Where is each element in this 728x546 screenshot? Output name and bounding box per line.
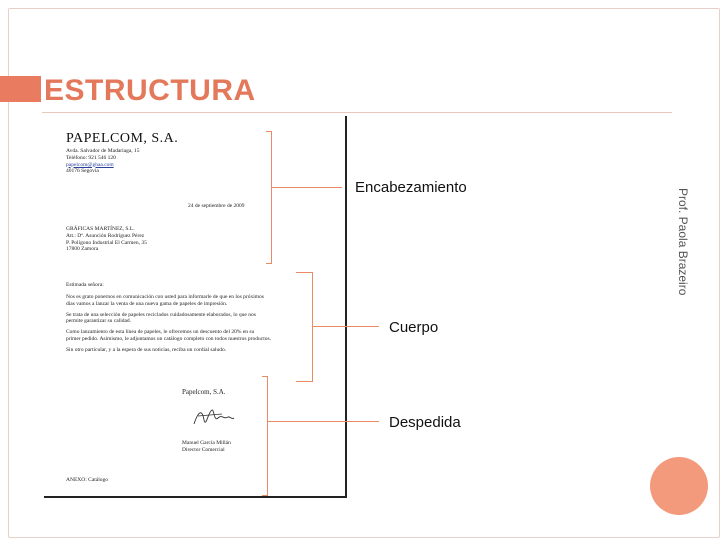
body-line: permite garantizar su calidad. bbox=[66, 318, 132, 325]
signer-block bbox=[182, 440, 231, 454]
decorative-circle bbox=[650, 457, 708, 515]
label-body: Cuerpo bbox=[389, 319, 439, 336]
label-header: Encabezamiento bbox=[355, 179, 467, 196]
closing-company: Papelcom, S.A. bbox=[182, 388, 226, 396]
letter-date: 24 de septiembre de 2009 bbox=[188, 203, 245, 209]
signer-name: Manuel García Millán bbox=[182, 440, 231, 446]
closing-bracket bbox=[262, 376, 268, 496]
label-closing: Despedida bbox=[389, 414, 461, 431]
slide-title: ESTRUCTURA bbox=[44, 74, 256, 107]
recipient-line: Att.: Dª. Asunción Rodríguez Pérez bbox=[66, 232, 145, 239]
body-line: días vamos a lanzar la venta de una nueva gama de papeles de impresión. bbox=[66, 300, 228, 307]
signer-title: Director Comercial bbox=[182, 446, 225, 453]
sender-line: Avda. Salvador de Madariaga, 15 bbox=[66, 148, 140, 154]
letter-body bbox=[66, 294, 306, 354]
body-line: Sin otro particular, y a la espera de sus noticias, reciba un cordial saludo. bbox=[66, 346, 227, 353]
recipient-line: GRÁFICAS MARTÍNEZ, S.L. bbox=[66, 226, 135, 232]
body-bracket bbox=[296, 272, 313, 382]
recipient-line: P. Polígono Industrial El Carmen, 35 bbox=[66, 239, 147, 246]
body-line: Como lanzamiento de esta línea de papeles, le ofrecemos un descuento del 20% en su bbox=[66, 329, 255, 336]
body-line: primer pedido. Asimismo, le adjuntamos un catálogo completo con todos nuestros productos. bbox=[66, 335, 271, 342]
title-underline bbox=[42, 112, 672, 113]
letter-greeting: Estimada señora: bbox=[66, 282, 104, 288]
body-line: Se trata de una selección de papeles reciclados cuidadosamente elaborados, lo que nos bbox=[66, 311, 256, 318]
sender-name: PAPELCOM, S.A. bbox=[66, 131, 179, 146]
letter-enclosure: ANEXO: Catálogo bbox=[66, 477, 109, 483]
sender-address bbox=[66, 148, 140, 175]
sender-line: Teléfono: 921 546 120 bbox=[66, 154, 116, 161]
side-credit bbox=[672, 190, 692, 300]
letter-border-right bbox=[345, 116, 347, 498]
side-credit-text: Prof. Paola Brazeiro bbox=[676, 188, 690, 296]
header-bracket bbox=[266, 131, 272, 264]
letter-border-bottom bbox=[44, 496, 347, 498]
body-line: Nos es grato ponernos en comunicación con usted para informarle de que en los próximos bbox=[66, 294, 264, 300]
closing-arrow bbox=[268, 421, 379, 422]
recipient-line: 17800 Zamora bbox=[66, 246, 99, 253]
sender-line: 40176 Segovia bbox=[66, 168, 99, 175]
title-accent-bar bbox=[0, 76, 41, 102]
recipient-address bbox=[66, 226, 147, 253]
body-arrow bbox=[313, 326, 379, 327]
header-arrow bbox=[272, 187, 342, 188]
signature-image bbox=[192, 402, 236, 432]
sender-email-link[interactable]: papelcom@ghaa.com bbox=[66, 161, 114, 168]
